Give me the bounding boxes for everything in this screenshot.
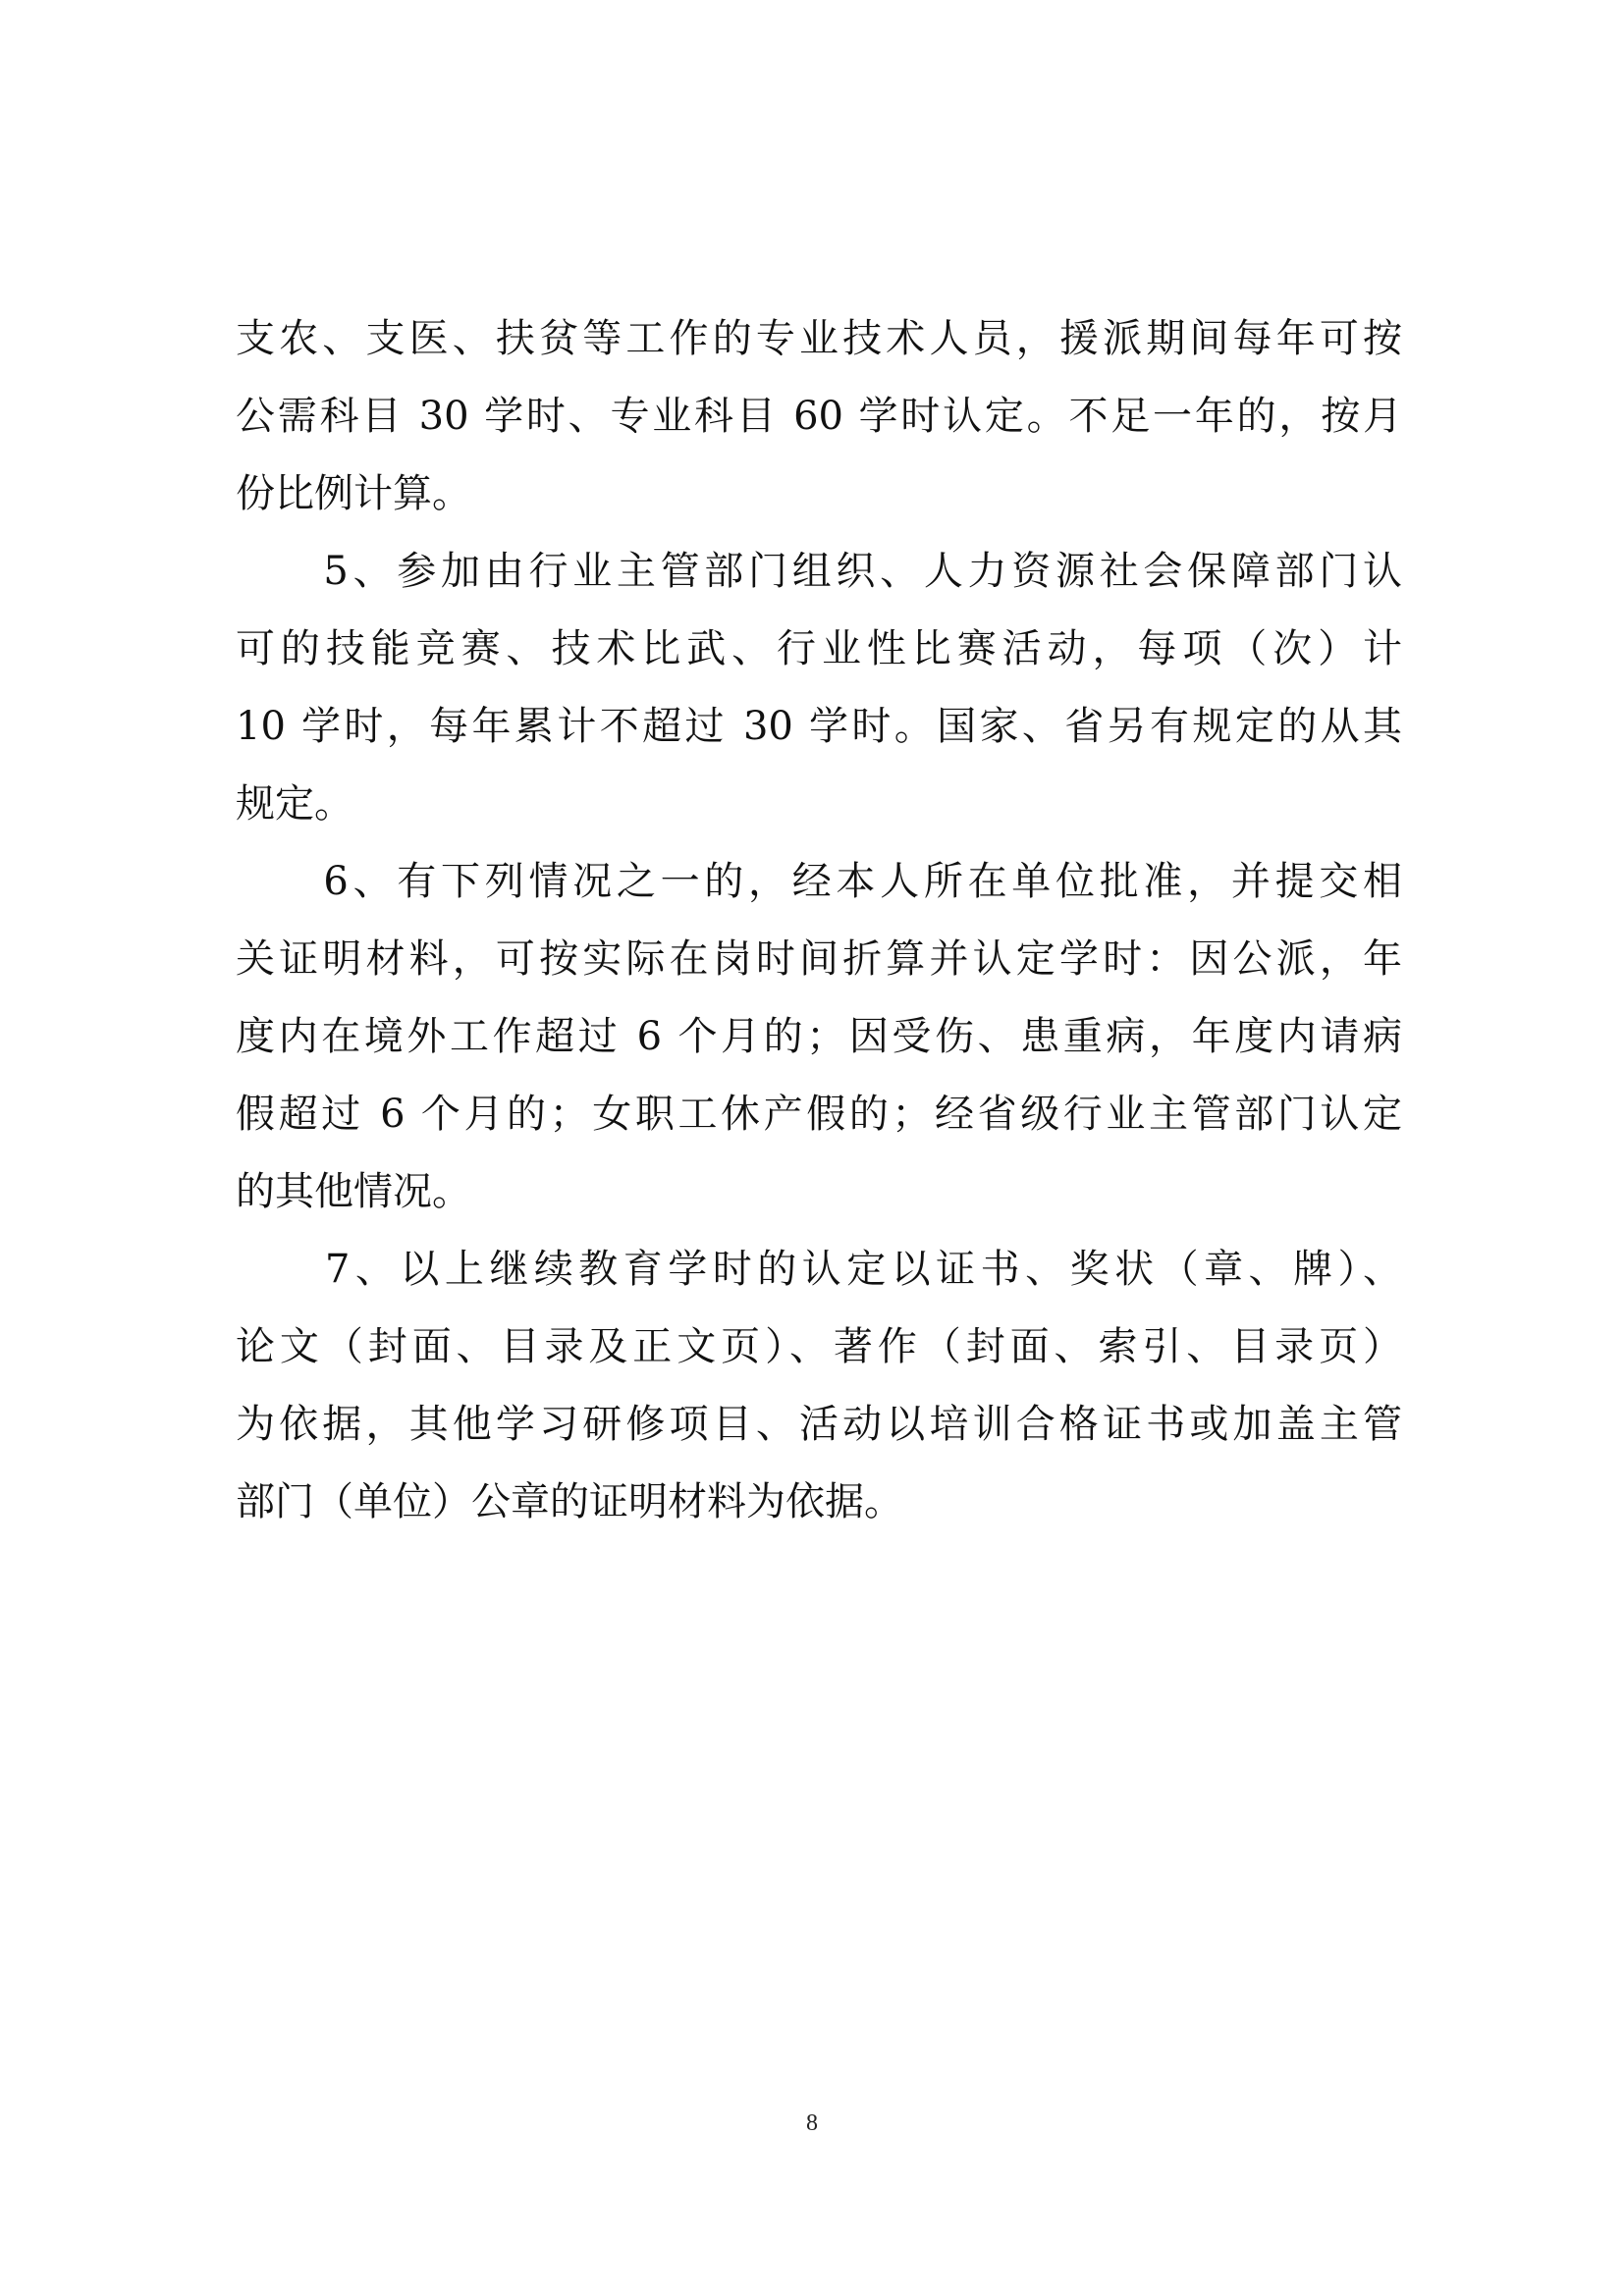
text-line: 公需科目 30 学时、专业科目 60 学时认定。不足一年的，按月 [236, 394, 1402, 439]
paragraph-continuation [236, 300, 1402, 533]
page-number: 8 [806, 2110, 818, 2136]
text-line: 10 学时，每年累计不超过 30 学时。国家、省另有规定的从其 [236, 704, 1402, 749]
text-line: 5、参加由行业主管部门组织、人力资源社会保障部门认 [236, 549, 1402, 594]
text-line: 6、有下列情况之一的，经本人所在单位批准，并提交相 [236, 859, 1402, 904]
document-body [236, 300, 1402, 1541]
text-line: 的其他情况。 [236, 1169, 471, 1214]
text-line: 论文（封面、目录及正文页）、著作（封面、索引、目录页） [236, 1324, 1402, 1369]
paragraph-item-5 [236, 533, 1402, 843]
paragraph-item-7 [236, 1231, 1402, 1541]
paragraph-item-6 [236, 843, 1402, 1231]
text-line: 可的技能竞赛、技术比武、行业性比赛活动，每项（次）计 [236, 626, 1402, 671]
text-line: 规定。 [236, 781, 353, 827]
text-line: 份比例计算。 [236, 471, 471, 516]
text-line: 为依据，其他学习研修项目、活动以培训合格证书或加盖主管 [236, 1402, 1402, 1447]
text-line: 关证明材料，可按实际在岗时间折算并认定学时：因公派，年 [236, 936, 1402, 982]
text-line: 度内在境外工作超过 6 个月的；因受伤、患重病，年度内请病 [236, 1014, 1402, 1059]
text-line: 支农、支医、扶贫等工作的专业技术人员，援派期间每年可按 [236, 316, 1402, 361]
text-line: 7、以上继续教育学时的认定以证书、奖状（章、牌）、 [236, 1247, 1402, 1292]
text-line: 假超过 6 个月的；女职工休产假的；经省级行业主管部门认定 [236, 1092, 1402, 1137]
text-line: 部门（单位）公章的证明材料为依据。 [236, 1479, 903, 1524]
